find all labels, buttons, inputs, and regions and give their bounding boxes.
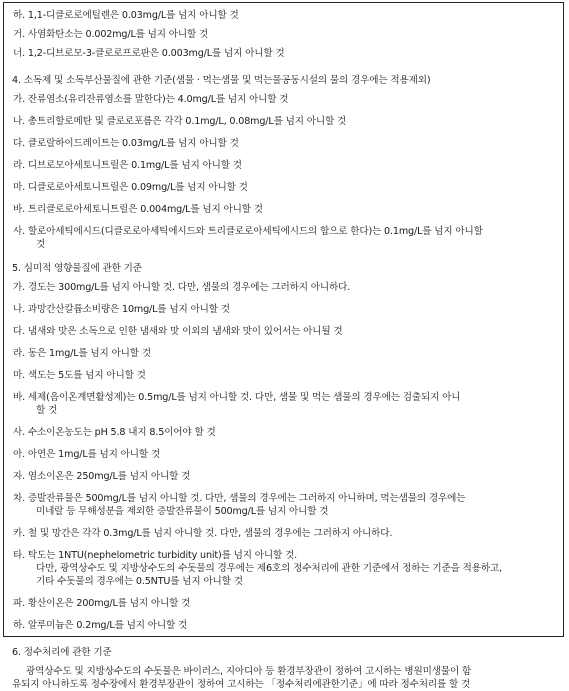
text-line: 다만, 광역상수도 및 지방상수도의 수돗물의 경우에는 제6호의 정수처리에 관한 기준에서 정하는 기준을 적용하고, (36, 563, 502, 574)
text-line: 파. 황산이온은 200mg/L를 넘지 아니할 것 (13, 598, 191, 609)
text-line: 다. 냄새와 맛은 소독으로 인한 냄새와 맛 이외의 냄새와 맛이 있어서는 아니될 것 (13, 326, 343, 337)
text-line: 하. 1,1-디클로로에틸렌은 0.03mg/L를 넘지 아니할 것 (13, 10, 239, 21)
document-frame (3, 2, 564, 690)
text-line: 5. 심미적 영향물질에 관한 기준 (12, 263, 142, 274)
text-line: 아. 아연은 1mg/L를 넘지 아니할 것 (13, 449, 161, 460)
text-line: 6. 정수처리에 관한 기준 (12, 647, 112, 658)
text-line: 카. 철 및 망간은 각각 0.3mg/L를 넘지 아니할 것. 다만, 샘물의 경우에는 그러하지 아니하다. (13, 528, 393, 539)
text-line: 자. 염소이온은 250mg/L를 넘지 아니할 것 (13, 471, 191, 482)
text-line: 너. 1,2-디브로모-3-클로로프로판은 0.003mg/L를 넘지 아니할 것 (13, 48, 285, 59)
text-line: 사. 수소이온농도는 pH 5.8 내지 8.5이어야 할 것 (13, 427, 216, 438)
text-line: 것 (36, 239, 46, 250)
text-line: 타. 탁도는 1NTU(nephelometric turbidity unit)를 넘지 아니할 것. (13, 550, 298, 561)
text-line: 마. 디클로로아세토니트릴은 0.09mg/L를 넘지 아니할 것 (13, 182, 248, 193)
text-line: 마. 색도는 5도를 넘지 아니할 것 (13, 370, 146, 381)
text-line: 가. 잔류염소(유리잔류염소를 말한다)는 4.0mg/L를 넘지 아니할 것 (13, 94, 289, 105)
text-line: 하. 알루미늄은 0.2mg/L를 넘지 아니할 것 (13, 620, 188, 631)
text-line: 거. 사염화탄소는 0.002mg/L를 넘지 아니할 것 (13, 29, 209, 40)
text-line: 기타 수돗물의 경우에는 0.5NTU를 넘지 아니할 것 (36, 576, 243, 587)
text-line: 유되지 아니하도록 정수장에서 환경부장관이 정하여 고시하는 「정수처리에관한기준」에 따라 정수처리를 할 것 (12, 679, 471, 690)
text-line: 할 것 (36, 405, 58, 416)
text-line: 라. 디브로모아세토니트릴은 0.1mg/L를 넘지 아니할 것 (13, 160, 242, 171)
document-body (12, 9, 557, 691)
text-line: 바. 트리클로로아세토니트릴은 0.004mg/L를 넘지 아니할 것 (13, 204, 263, 215)
text-line: 가. 경도는 300mg/L를 넘지 아니할 것. 다만, 샘물의 경우에는 그러하지 아니하다. (13, 282, 351, 293)
text-line: 광역상수도 및 지방상수도의 수돗물은 바이러스, 지아디아 등 환경부장관이 정하여 고시하는 병원미생물이 함 (26, 666, 472, 677)
text-line: 사. 할로아세틱에시드(디클로로아세틱에시드와 트리클로로아세틱에시드의 합으로 한다)는 0.1mg/L를 넘지 아니할 (13, 226, 483, 237)
text-line: 나. 과망간산칼륨소비량은 10mg/L를 넘지 아니할 것 (13, 304, 230, 315)
text-line: 4. 소독제 및 소독부산물질에 관한 기준(샘물 · 먹는샘물 및 먹는물공동시설의 물의 경우에는 적용제외) (12, 75, 431, 86)
text-line: 다. 클로랄하이드레이트는 0.03mg/L를 넘지 아니할 것 (13, 138, 239, 149)
text-line: 미네랄 등 무해성분을 제외한 증발잔류물이 500mg/L를 넘지 아니할 것 (36, 506, 329, 517)
text-line: 라. 동은 1mg/L를 넘지 아니할 것 (13, 348, 151, 359)
text-line: 바. 세제(음이온계면활성제)는 0.5mg/L를 넘지 아니할 것. 다만, 샘물 및 먹는 샘물의 경우에는 검출되지 아니 (13, 392, 461, 403)
text-line: 나. 총트리할로메탄 및 클로로포름은 각각 0.1mg/L, 0.08mg/L를 넘지 아니할 것 (13, 116, 347, 127)
text-line: 차. 증발잔류물은 500mg/L를 넘지 아니할 것. 다만, 샘물의 경우에는 그러하지 아니하며, 먹는샘물의 경우에는 (13, 493, 466, 504)
